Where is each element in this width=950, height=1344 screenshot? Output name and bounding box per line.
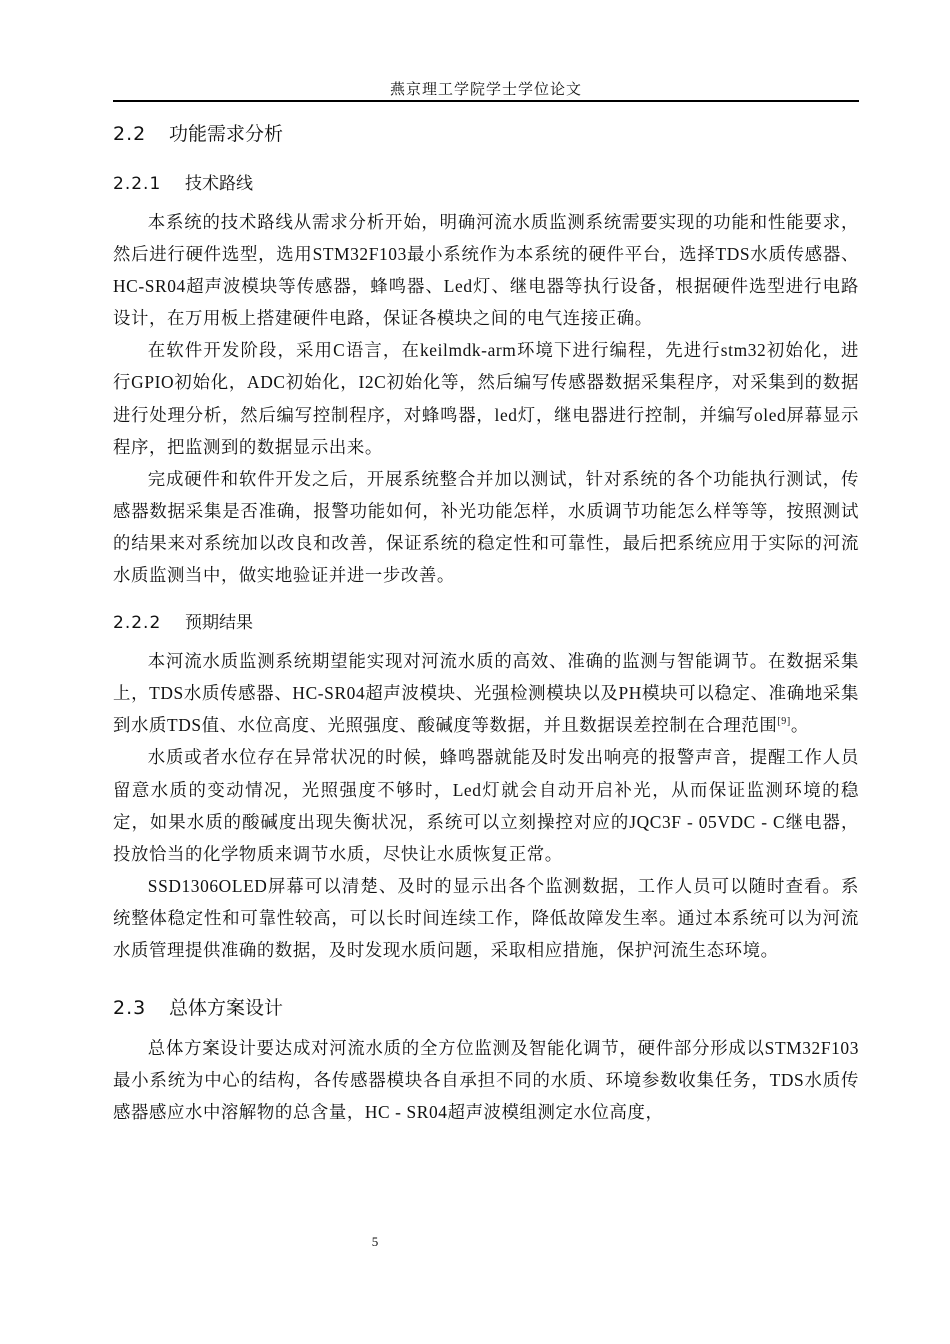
section-number: 2.2.2	[113, 613, 162, 634]
section-heading-2-3	[113, 990, 859, 1026]
paragraph	[113, 645, 859, 741]
paragraph: 完成硬件和软件开发之后，开展系统整合并加以测试，针对系统的各个功能执行测试，传感器数据采集是否准确，报警功能如何，补光功能怎样，水质调节功能怎么样等等，按照测试的结果来对系统加以改良和改善，保证系统的稳定性和可靠性，最后把系统应用于实际的河流水质监测当中，做实地验证并进一步改善。	[113, 468, 859, 586]
paragraph: 本系统的技术路线从需求分析开始，明确河流水质监测系统需要实现的功能和性能要求，然后进行硬件选型，选用STM32F103最小系统作为本系统的硬件平台，选择TDS水质传感器、HC-SR04超声波模块等传感器，蜂鸣器、Led灯、继电器等执行设备，根据硬件选型进行电路设计，在万用板上搭建硬件电路，保证各模块之间的电气连接正确。	[113, 212, 859, 329]
section-number: 2.2.1	[113, 174, 162, 194]
paragraph: 在软件开发阶段，采用C语言，在keilmdk-arm环境下进行编程，先进行stm32初始化，进行GPIO初始化，ADC初始化，I2C初始化等，然后编写传感器数据采集程序，对采集到的数据进行处理分析，然后编写控制程序，对蜂鸣器，led灯，继电器进行控制，并编写oled屏幕显示程序，把监测到的数据显示出来。	[113, 340, 859, 457]
page-number: 5	[371, 1234, 379, 1249]
section-title: 预期结果	[185, 613, 253, 634]
paragraph-text: 本河流水质监测系统期望能实现对河流水质的高效、准确的监测与智能调节。在数据采集上，TDS水质传感器、HC-SR04超声波模块、光强检测模块以及PH模块可以稳定、准确地采集到水质TDS值、水位高度、光照强度、酸碱度等数据，并且数据误差控制在合理范围	[113, 651, 859, 736]
section-heading-2-2-2	[113, 607, 859, 639]
page-body	[113, 112, 859, 1128]
section-title: 技术路线	[185, 174, 253, 194]
section-number: 2.2	[113, 123, 147, 145]
paragraph: 水质或者水位存在异常状况的时候，蜂鸣器就能及时发出响亮的报警声音，提醒工作人员留意水质的变动情况，光照强度不够时，Led灯就会自动开启补光，从而保证监测环境的稳定，如果水质的酸碱度出现失衡状况，系统可以立刻操控对应的JQC3F - 05VDC - C继电器，投放恰当的化学物质来调节水质，尽快让水质恢复正常。	[113, 747, 859, 864]
paragraph: 总体方案设计要达成对河流水质的全方位监测及智能化调节，硬件部分形成以STM32F103最小系统为中心的结构，各传感器模块各自承担不同的水质、环境参数收集任务，TDS水质传感器感应水中溶解物的总含量，HC - SR04超声波模组测定水位高度，	[113, 1038, 859, 1123]
paragraph-end: 。	[790, 715, 809, 736]
section-number: 2.3	[113, 997, 147, 1020]
header-rule	[113, 100, 859, 102]
page-header: 燕京理工学院学士学位论文	[389, 82, 582, 98]
section-title: 功能需求分析	[169, 123, 284, 145]
citation-9: [9]	[777, 716, 791, 728]
section-heading-2-2-1	[113, 168, 859, 200]
section-heading-2-2	[113, 116, 859, 152]
paragraph: SSD1306OLED屏幕可以清楚、及时的显示出各个监测数据，工作人员可以随时查看。系统整体稳定性和可靠性较高，可以长时间连续工作，降低故障发生率。通过本系统可以为河流水质管理提供准确的数据，及时发现水质问题，采取相应措施，保护河流生态环境。	[113, 875, 859, 960]
section-title: 总体方案设计	[169, 997, 284, 1020]
